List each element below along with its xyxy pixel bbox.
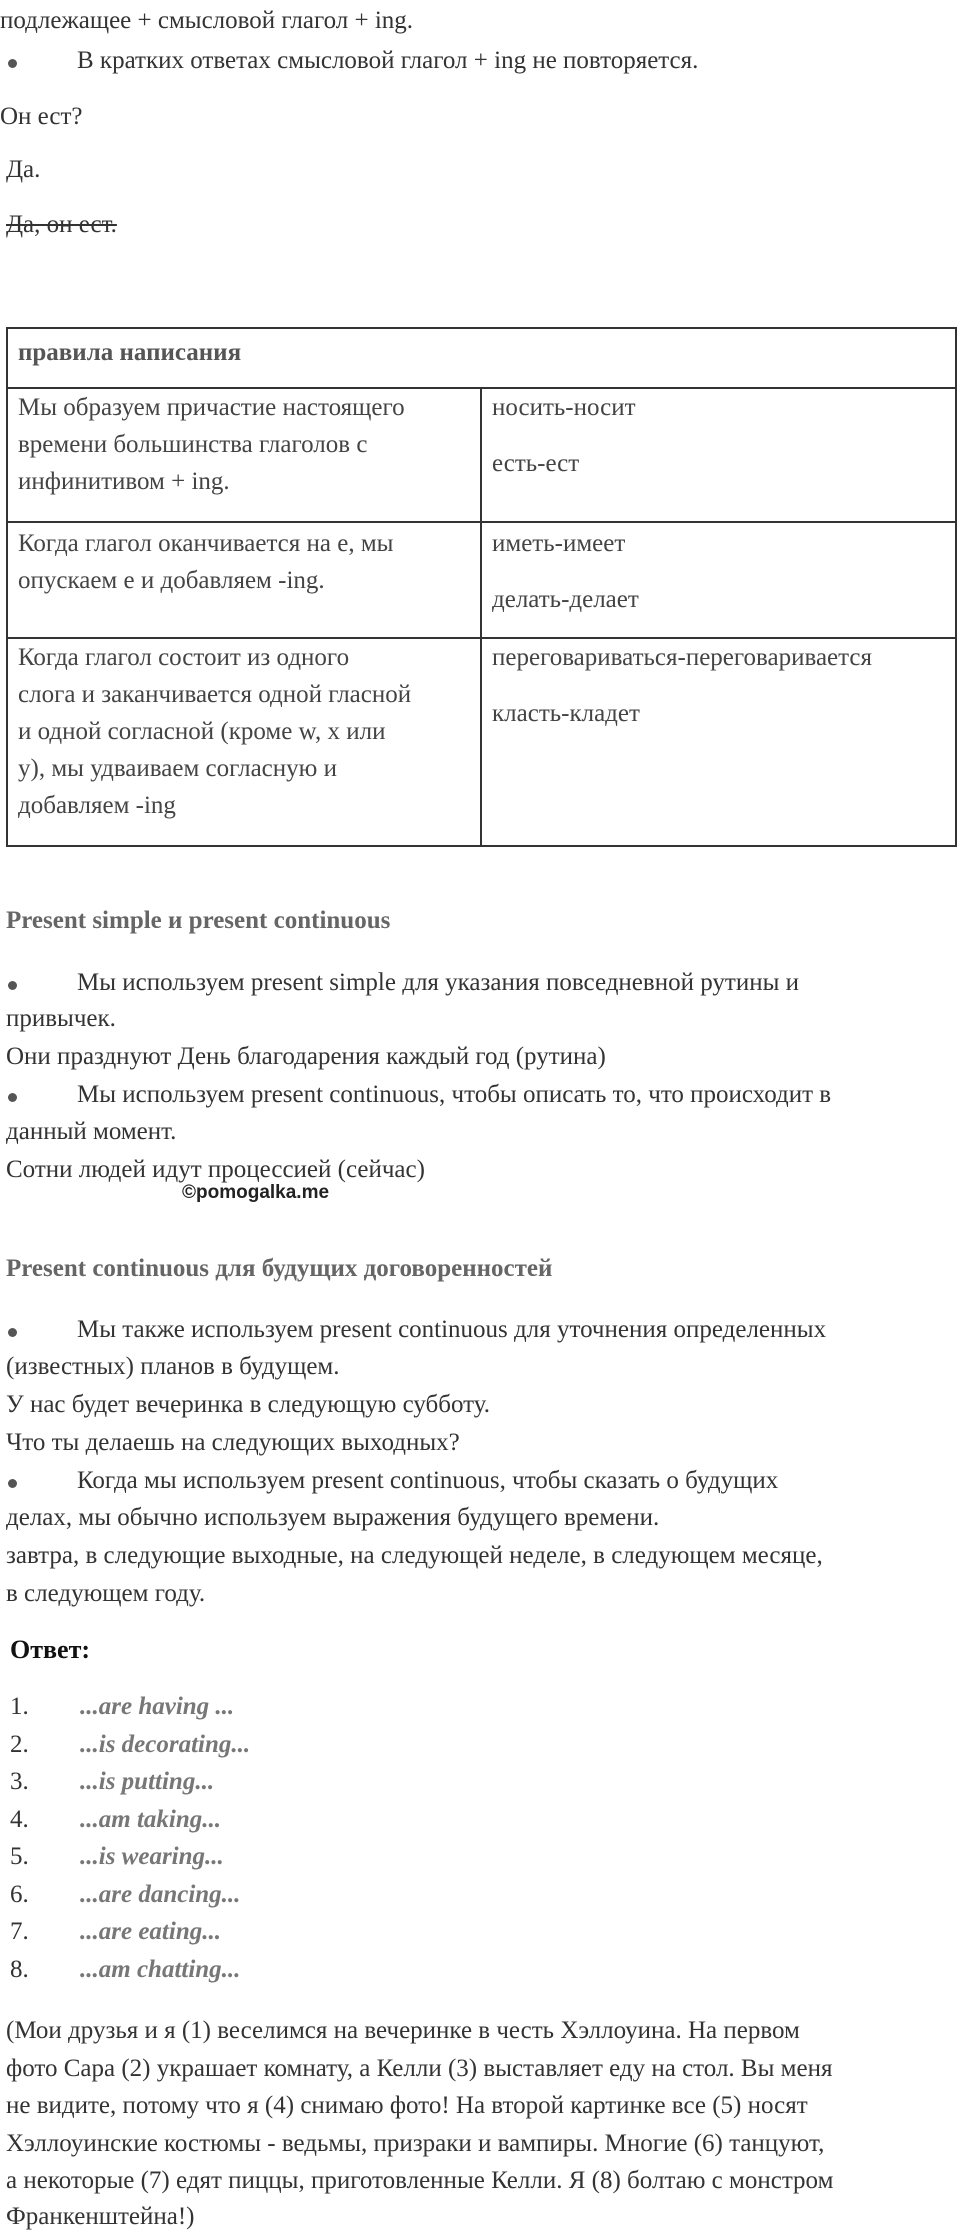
bullet-item <box>0 1464 960 1498</box>
table-header-row <box>8 329 955 389</box>
rule-line: Когда глагол состоит из одного <box>18 644 350 671</box>
example-word: переговариваться-переговаривается <box>492 644 872 671</box>
rule-line: Когда глагол оканчивается на е, мы <box>18 530 394 557</box>
answer-number: 4. <box>10 1806 29 1833</box>
watermark: ©pomogalka.me <box>182 1182 330 1203</box>
table-column-divider <box>480 387 482 845</box>
answer-number: 2. <box>10 1731 29 1758</box>
bullet-item <box>0 966 960 1000</box>
bullet-item <box>0 1313 960 1347</box>
bullet-continuation: привычек. <box>6 1005 116 1032</box>
answer-text: ...are eating... <box>80 1918 221 1945</box>
table-header: правила написания <box>18 339 242 366</box>
answer-text: ...are having ... <box>80 1693 235 1720</box>
section-heading: Present continuous для будущих договоренностей <box>6 1255 553 1282</box>
example-word: иметь-имеет <box>492 530 626 557</box>
answer-number: 6. <box>10 1881 29 1908</box>
answer-text: ...is putting... <box>80 1768 215 1795</box>
bullet-icon <box>8 1479 17 1488</box>
bullet-text: Когда мы используем present continuous, чтобы сказать о будущих <box>77 1467 779 1494</box>
example-sentence: Что ты делаешь на следующих выходных? <box>6 1429 460 1456</box>
section-heading: Present simple и present continuous <box>6 907 391 934</box>
answer-text: ...are dancing... <box>80 1881 241 1908</box>
translation-line: а некоторые (7) едят пиццы, приготовленные Келли. Я (8) болтаю с монстром <box>6 2167 834 2194</box>
answer-text: ...is decorating... <box>80 1731 251 1758</box>
answer-item <box>0 1953 960 1987</box>
example-word: класть-кладет <box>492 700 640 727</box>
bullet-text: Мы также используем present continuous для уточнения определенных <box>77 1316 827 1343</box>
bullet-text: Мы используем present continuous, чтобы описать то, что происходит в <box>77 1081 832 1108</box>
example-word: делать-делает <box>492 586 639 613</box>
translation-line: фото Сара (2) украшает комнату, а Келли (3) выставляет еду на стол. Вы меня <box>6 2055 833 2082</box>
example-word: носить-носит <box>492 394 636 421</box>
answer-heading: Ответ: <box>10 1635 91 1664</box>
answer-text: ...am chatting... <box>80 1956 241 1983</box>
rule-line: времени большинства глаголов с <box>18 431 368 458</box>
struck-answer: Да, он ест. <box>6 211 117 238</box>
time-expressions: в следующем году. <box>6 1580 206 1607</box>
example-sentence: У нас будет вечеринка в следующую субботу. <box>6 1391 490 1418</box>
answer-number: 5. <box>10 1843 29 1870</box>
bullet-icon <box>8 1093 17 1102</box>
answer-item <box>0 1765 960 1799</box>
bullet-icon <box>8 1328 17 1337</box>
answer-text: ...is wearing... <box>80 1843 224 1870</box>
bullet-text: Мы используем present simple для указания повседневной рутины и <box>77 969 799 996</box>
rule-line: Мы образуем причастие настоящего <box>18 394 405 421</box>
rule-line: слога и заканчивается одной гласной <box>18 681 412 708</box>
answer-item <box>0 1915 960 1949</box>
example-word: есть-ест <box>492 450 580 477</box>
intro-formula: подлежащее + смысловой глагол + ing. <box>0 7 414 34</box>
answer-number: 7. <box>10 1918 29 1945</box>
translation-line: Франкенштейна!) <box>6 2203 195 2230</box>
answer-number: 8. <box>10 1956 29 1983</box>
example-question: Он ест? <box>0 103 83 130</box>
answer-text: ...am taking... <box>80 1806 221 1833</box>
example-sentence: Они празднуют День благодарения каждый год (рутина) <box>6 1043 606 1070</box>
bullet-item <box>0 44 960 78</box>
bullet-continuation: (известных) планов в будущем. <box>6 1353 340 1380</box>
bullet-item <box>0 1078 960 1112</box>
rule-line: и одной согласной (кроме w, x или <box>18 718 386 745</box>
bullet-text: В кратких ответах смысловой глагол + ing не повторяется. <box>77 47 699 74</box>
rule-line: инфинитивом + ing. <box>18 468 230 495</box>
time-expressions: завтра, в следующие выходные, на следующей неделе, в следующем месяце, <box>6 1542 823 1569</box>
answer-item <box>0 1803 960 1837</box>
answer-item <box>0 1878 960 1912</box>
answer-number: 3. <box>10 1768 29 1795</box>
bullet-icon <box>8 59 17 68</box>
answer-item <box>0 1690 960 1724</box>
rule-line: добавляем -ing <box>18 792 176 819</box>
translation-line: не видите, потому что я (4) снимаю фото! На второй картинке все (5) носят <box>6 2092 808 2119</box>
answer-number: 1. <box>10 1693 29 1720</box>
example-sentence: Сотни людей идут процессией (сейчас) <box>6 1156 425 1183</box>
example-answer: Да. <box>6 156 41 183</box>
bullet-continuation: данный момент. <box>6 1118 177 1145</box>
answer-item <box>0 1728 960 1762</box>
answer-item <box>0 1840 960 1874</box>
translation-line: (Мои друзья и я (1) веселимся на вечеринке в честь Хэллоуина. На первом <box>6 2017 800 2044</box>
rule-line: y), мы удваиваем согласную и <box>18 755 337 782</box>
translation-line: Хэллоуинские костюмы - ведьмы, призраки и вампиры. Многие (6) танцуют, <box>6 2130 825 2157</box>
rule-line: опускаем е и добавляем -ing. <box>18 567 325 594</box>
bullet-icon <box>8 981 17 990</box>
bullet-continuation: делах, мы обычно используем выражения будущего времени. <box>6 1504 660 1531</box>
spelling-rules-table <box>6 327 957 847</box>
